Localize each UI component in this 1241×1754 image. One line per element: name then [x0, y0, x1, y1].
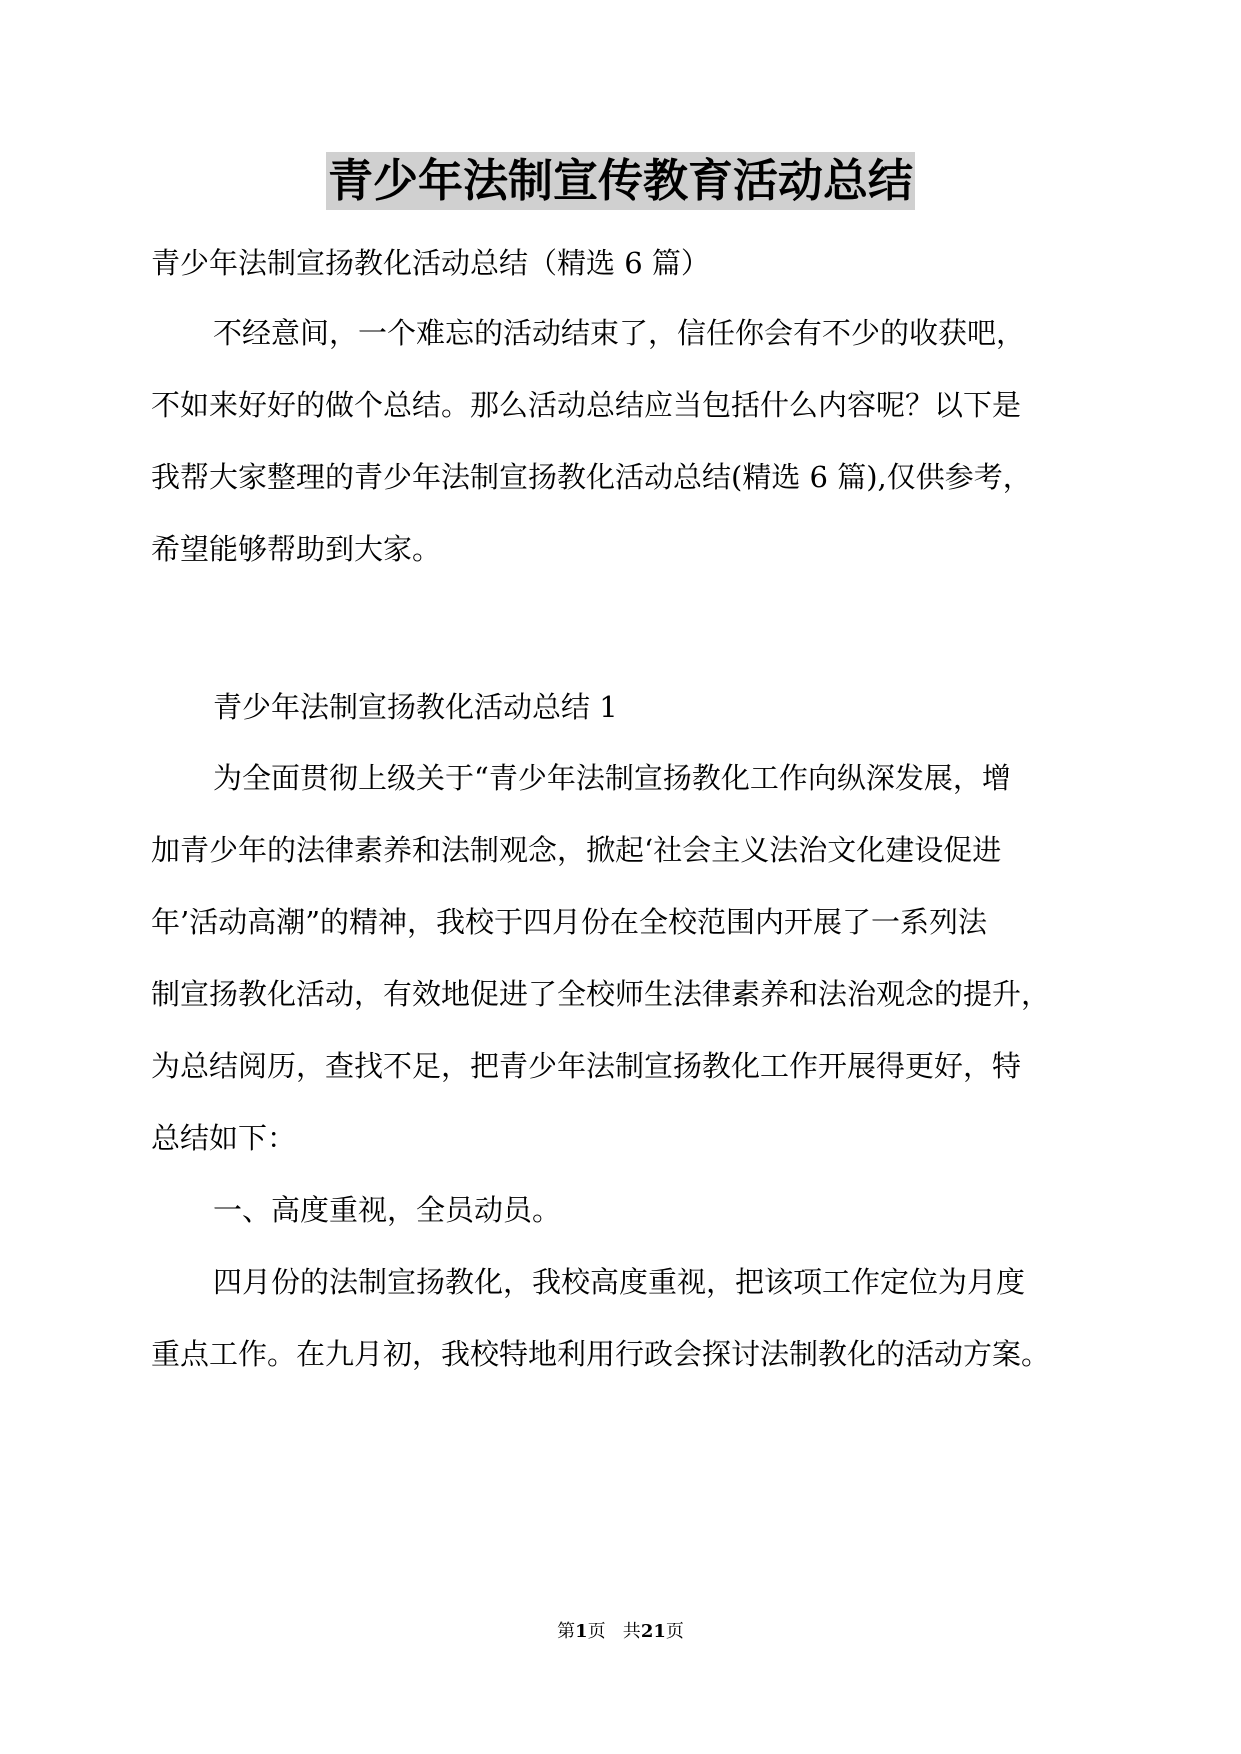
paragraph-line: 我帮大家整理的青少年法制宣扬教化活动总结(精选 6 篇),仅供参考，	[151, 460, 1032, 494]
page-footer	[0, 1620, 1241, 1644]
footer-page-suffix: 页	[665, 1621, 684, 1642]
paragraph-line: 重点工作。在九月初，我校特地利用行政会探讨法制教化的活动方案。	[151, 1337, 1051, 1371]
paragraph-line: 不经意间，一个难忘的活动结束了，信任你会有不少的收获吧，	[213, 316, 1026, 350]
title-container	[0, 152, 1241, 210]
footer-page-current: 1	[575, 1621, 588, 1642]
paragraph-line: 为全面贯彻上级关于“青少年法制宣扬教化工作向纵深发展，增	[213, 761, 1011, 795]
document-subtitle: 青少年法制宣扬教化活动总结（精选 6 篇）	[151, 246, 710, 280]
paragraph-line: 希望能够帮助到大家。	[151, 532, 442, 566]
paragraph-line: 加青少年的法律素养和法制观念，掀起‘社会主义法治文化建设促进	[151, 833, 1002, 867]
paragraph-line: 四月份的法制宣扬教化，我校高度重视，把该项工作定位为月度	[213, 1265, 1026, 1299]
paragraph-line: 总结如下：	[151, 1121, 297, 1155]
section-heading: 青少年法制宣扬教化活动总结 1	[213, 690, 618, 724]
paragraph-line: 为总结阅历，查找不足，把青少年法制宣扬教化工作开展得更好，特	[151, 1049, 1022, 1083]
paragraph-line: 年’活动高潮”的精神，我校于四月份在全校范围内开展了一系列法	[151, 905, 988, 939]
document-title: 青少年法制宣传教育活动总结	[326, 152, 915, 210]
footer-page-mid: 页 共	[587, 1621, 641, 1642]
footer-page-prefix: 第	[557, 1621, 576, 1642]
subsection-heading: 一、高度重视，全员动员。	[213, 1193, 562, 1227]
paragraph-line: 不如来好好的做个总结。那么活动总结应当包括什么内容呢？以下是	[151, 388, 1022, 422]
paragraph-line: 制宣扬教化活动，有效地促进了全校师生法律素养和法治观念的提升，	[151, 977, 1051, 1011]
footer-page-total: 21	[640, 1621, 666, 1642]
